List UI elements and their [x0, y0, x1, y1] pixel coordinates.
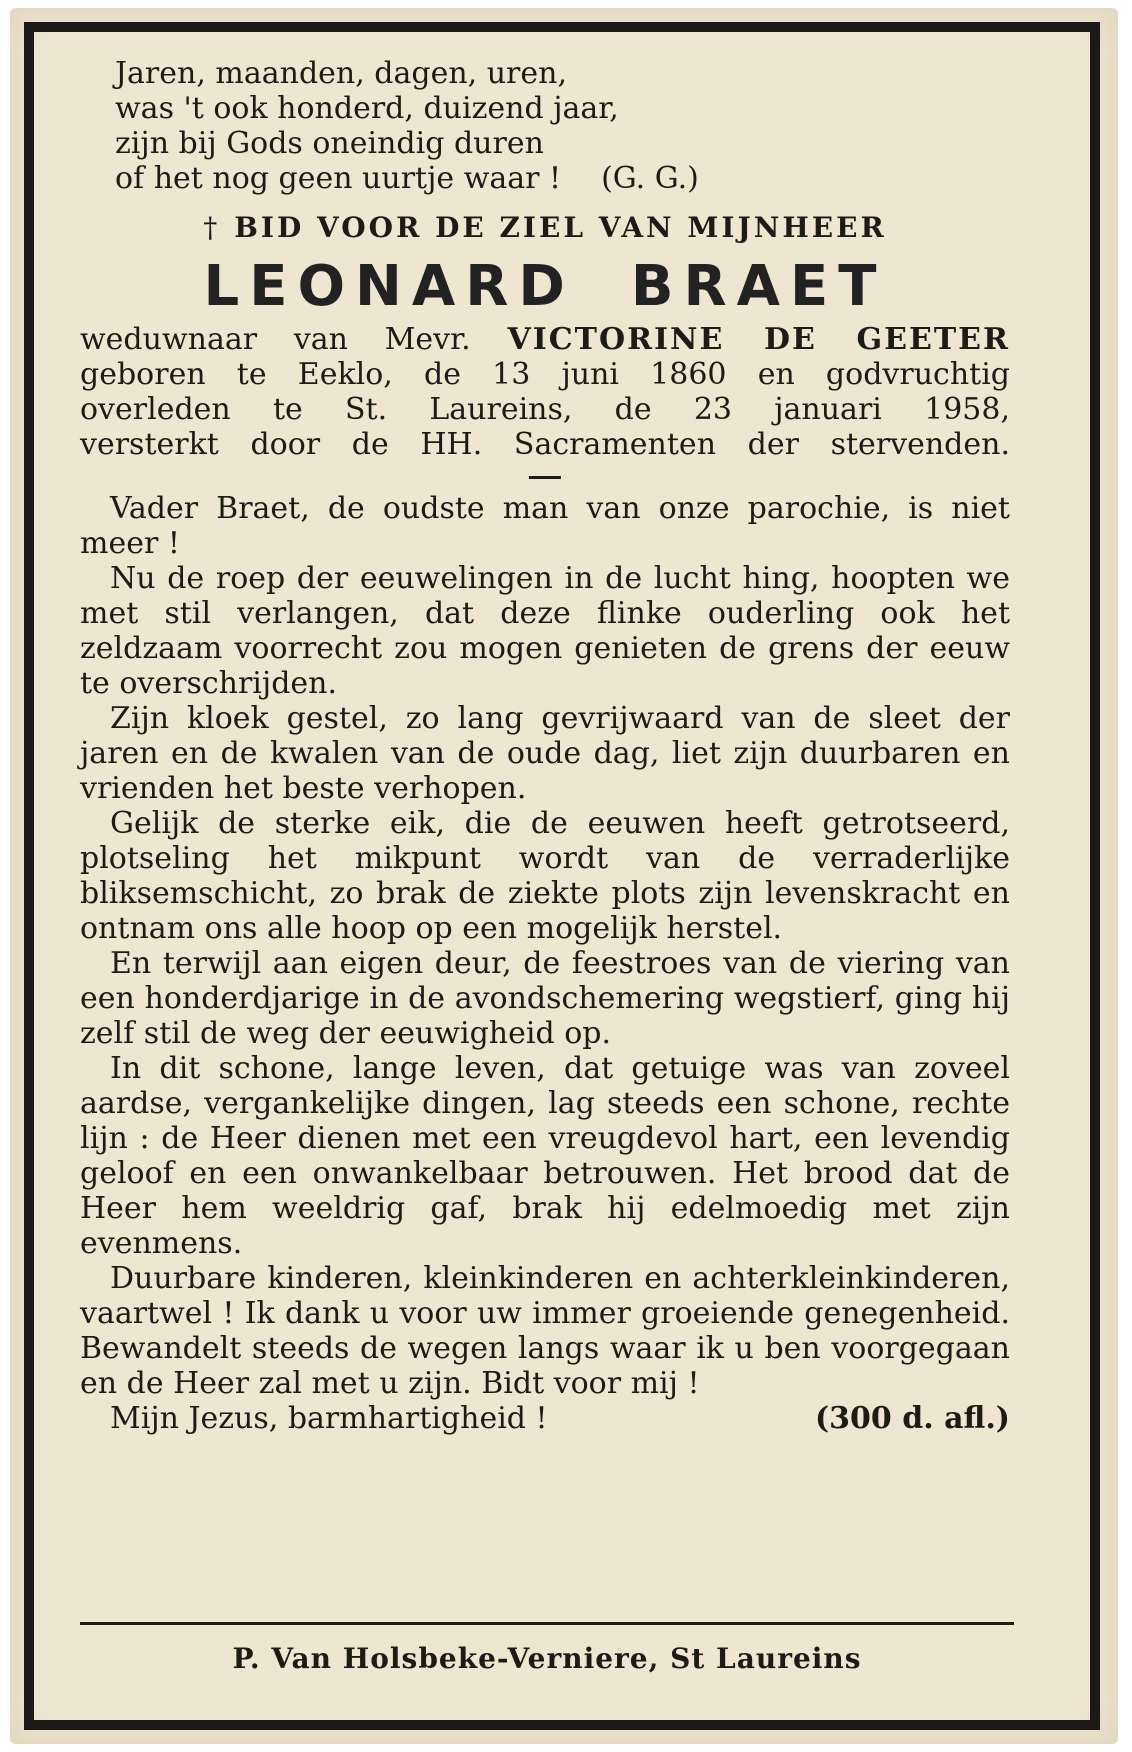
- poem: [115, 56, 1010, 196]
- divider-dash: [529, 476, 561, 479]
- footer-rule: [80, 1622, 1014, 1625]
- spouse-name: VICTORINE DE GEETER: [507, 322, 1010, 357]
- eulogy-paragraph: En terwijl aan eigen deur, de feestroes van de viering van een honderdjarige in de avondschemering wegstierf, ging hij zelf stil de weg der eeuwigheid op.: [80, 946, 1010, 1051]
- prayer-heading-text: BID VOOR DE ZIEL VAN MIJNHEER: [234, 211, 887, 244]
- deceased-name: [80, 252, 1010, 322]
- cross-icon: †: [203, 211, 221, 244]
- poem-line: was 't ook honderd, duizend jaar,: [115, 91, 619, 126]
- poem-line: zijn bij Gods oneindig duren: [115, 126, 544, 161]
- card-text: [80, 56, 1010, 1436]
- eulogy-paragraph: Duurbare kinderen, kleinkinderen en achterkleinkinderen, vaartwel ! Ik dank u voor uw immer groeiende genegenheid. Bewandelt steeds de wegen langs waar ik u ben voorgegaan en de Heer zal met u zijn. Bidt voor mij !: [80, 1261, 1010, 1401]
- printer-credit: P. Van Holsbeke-Verniere, St Laureins: [232, 1642, 862, 1675]
- eulogy-paragraph: Nu de roep der eeuwelingen in de lucht hing, hoopten we met stil verlangen, dat deze flinke ouderling ook het zeldzaam voorrecht zou mogen genieten de grens der eeuw te overschrijden.: [80, 561, 1010, 701]
- deceased-first-name: LEONARD: [203, 254, 575, 319]
- poem-attribution: (G. G.): [601, 161, 699, 196]
- eulogy-paragraph: Gelijk de sterke eik, die de eeuwen heeft getrotseerd, plotseling het mikpunt wordt van de verraderlijke bliksemschicht, zo brak de ziekte plots zijn levenskracht en ontnam ons alle hoop op een mogelijk herstel.: [80, 806, 1010, 946]
- birth-death-line: overleden te St. Laureins, de 23 januari 1958,: [80, 392, 1010, 427]
- poem-line: Jaren, maanden, dagen, uren,: [115, 56, 568, 91]
- spouse-line: [80, 322, 1010, 357]
- deceased-last-name: BRAET: [630, 254, 887, 319]
- poem-line: [115, 161, 1010, 196]
- closing-prayer: Mijn Jezus, barmhartigheid !: [110, 1401, 548, 1436]
- eulogy-paragraph: In dit schone, lange leven, dat getuige was van zoveel aardse, vergankelijke dingen, lag steeds een schone, rechte lijn : de Heer dienen met een vreugdevol hart, een levendig geloof en een onwankelbaar betrouwen. Het brood dat de Heer hem weeldrig gaf, brak hij edelmoedig met zijn evenmens.: [80, 1051, 1010, 1261]
- eulogy: [80, 491, 1010, 1401]
- prayer-heading: [80, 210, 1010, 248]
- eulogy-paragraph: Zijn kloek gestel, zo lang gevrijwaard van de sleet der jaren en de kwalen van de oude dag, liet zijn duurbaren en vrienden het beste verhopen.: [80, 701, 1010, 806]
- eulogy-paragraph: Vader Braet, de oudste man van onze parochie, is niet meer !: [80, 491, 1010, 561]
- birth-death-line: versterkt door de HH. Sacramenten der stervenden.: [80, 427, 1010, 462]
- closing-line: [80, 1401, 1010, 1436]
- poem-line-text: of het nog geen uurtje waar !: [115, 161, 562, 196]
- birth-death-line: geboren te Eeklo, de 13 juni 1860 en godvruchtig: [80, 357, 1010, 392]
- spouse-prefix: weduwnaar van Mevr.: [80, 322, 471, 357]
- indulgence-note: (300 d. afl.): [814, 1401, 1010, 1436]
